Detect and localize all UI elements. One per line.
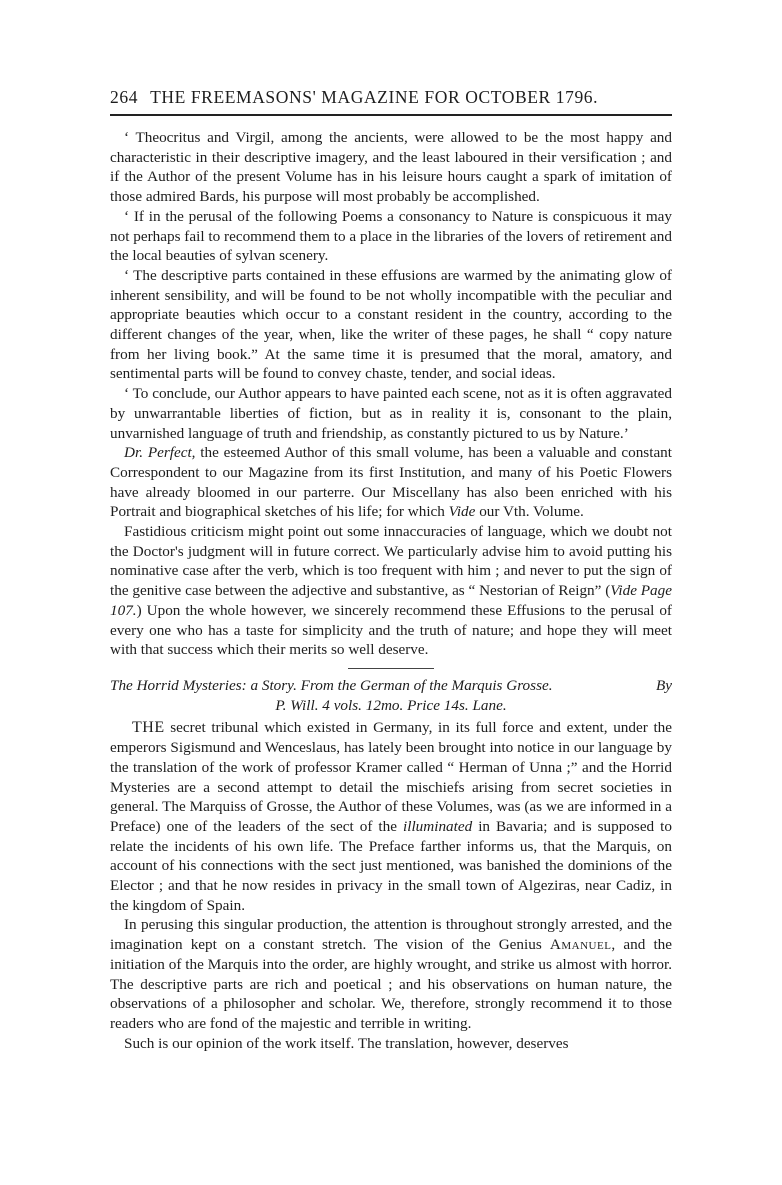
quote-paragraph-4: ‘ To conclude, our Author appears to have painted each scene, not as it is often aggravated by unwarrantable liberties of fiction, but as in reality it is, consonant to the plain, unvarnished language of truth and friendship, as constantly pictured to us by Nature.’ [110,385,672,442]
author-text-b: our Vth. Volume. [475,503,584,521]
quote-paragraph-1: ‘ Theocritus and Virgil, among the ancients, were allowed to be the most happy and characteristic in their descriptive imagery, and the least laboured in their versification ; and if the Author of the present Volume has in his leisure hours caught a spark of imitation of those admired Bards, his purpose will most probably be accomplished. [110,129,672,206]
quote-paragraph-3: ‘ The descriptive parts contained in these effusions are warmed by the animating glow of inherent sensibility, and will be found to be not wholly incompatible with the peculiar and appropriate beauties which occur to a constant resident in the country, according to the different changes of the year, when, like the writer of these pages, he shall “ copy nature from her living book.” At the same time it is presumed that the moral, amatory, and sentimental parts will be found to convey chaste, tender, and social ideas. [110,266,672,383]
review-2-p2-text-b: , and the initiation of the Marquis into the order, are highly wrought, and strike us almost with horror. The descriptive parts are rich and poetical ; and his observations on human nature, the observations of a philosopher and scholar. We, therefore, strongly recommend it to those readers who are fond of the majestic and terrible in writing. [110,936,673,1032]
review-2-body [110,718,672,1053]
illuminated-word: illuminated [403,817,473,835]
vide-page-ref: Vide Page 107. [110,582,672,619]
review-2-paragraph-1 [110,718,672,915]
vide-label: Vide [448,503,476,521]
review-1-body [110,128,672,660]
quote-paragraph-2: ‘ If in the perusal of the following Poems a consonancy to Nature is conspicuous it may not perhaps fail to recommend them to a place in the libraries of the lovers of retirement and the local beauties of sylvan scenery. [110,207,672,265]
review-2-p2-text-a: In perusing this singular production, the attention is throughout strongly arrested, and the imagination kept on a constant stretch. The vision of the Genius [110,916,672,954]
drop-cap-word: THE [132,719,165,737]
page-number: 264 [110,87,139,107]
running-title: THE FREEMASONS' MAGAZINE FOR OCTOBER 1796. [150,87,599,107]
by-label: By [655,676,672,694]
criticism-paragraph [110,522,672,660]
criticism-text-a: Fastidious criticism might point out some innaccuracies of language, which we doubt not the Doctor's judgment will in future correct. We particularly advise him to avoid putting his nominative case after the verb, which is too frequent with him ; and never to put the sign of the genitive case between the adjective and substantive, as “ Nestorian of Reign” ( [110,523,672,600]
review-2-title [110,676,672,715]
author-name: Dr. Perfect, [124,444,196,462]
review-2-p1-text-2: in Bavaria; and is supposed to relate the incidents of his own life. The Preface farther informs us, that the Marquis, on account of his connections with the sect just mentioned, was banished the dominions of the Elector ; and that he now resides in privacy in the small town of Algeziras, near Cadiz, in the kingdom of Spain. [110,817,672,914]
book-imprint: P. Will. 4 vols. 12mo. Price 14s. Lane. [275,696,507,714]
running-header [110,86,672,108]
review-2-p1-text: secret tribunal which existed in Germany, in its full force and extent, under the emperors Sigismund and Wenceslaus, has lately been brought into notice in our language by the translation of the work of professor Kramer called “ Herman of Unna ;” and the Horrid Mysteries are a second attempt to detail the mischiefs arising from secret societies in general. The Marquiss of Grosse, the Author of these Volumes, was (as we are informed in a Preface) one of the leaders of the sect of the [110,719,672,835]
author-paragraph [110,443,672,522]
genius-name: Amanuel [549,936,612,954]
section-separator [348,668,434,669]
book-title: The Horrid Mysteries: a Story. From the German of the Marquis Grosse. [110,676,553,694]
review-2-paragraph-2 [110,915,672,1033]
author-text-a: the esteemed Author of this small volume, has been a valuable and constant Correspondent to our Magazine from its first Institution, and many of his Poetic Flowers have already bloomed in our parterre. Our Miscellany has also been enriched with his Portrait and biographical sketches of his life; for which [110,444,672,521]
review-2-title-line-1 [110,676,672,696]
criticism-text-b: ) Upon the whole however, we sincerely recommend these Effusions to the perusal of every one who has a taste for simplicity and the truth of nature; and hope they will meet with that success which their merits so well deserve. [110,601,672,659]
magazine-page [110,86,672,1053]
header-rule [110,114,672,116]
review-2-paragraph-3: Such is our opinion of the work itself. The translation, however, deserves [124,1034,569,1052]
